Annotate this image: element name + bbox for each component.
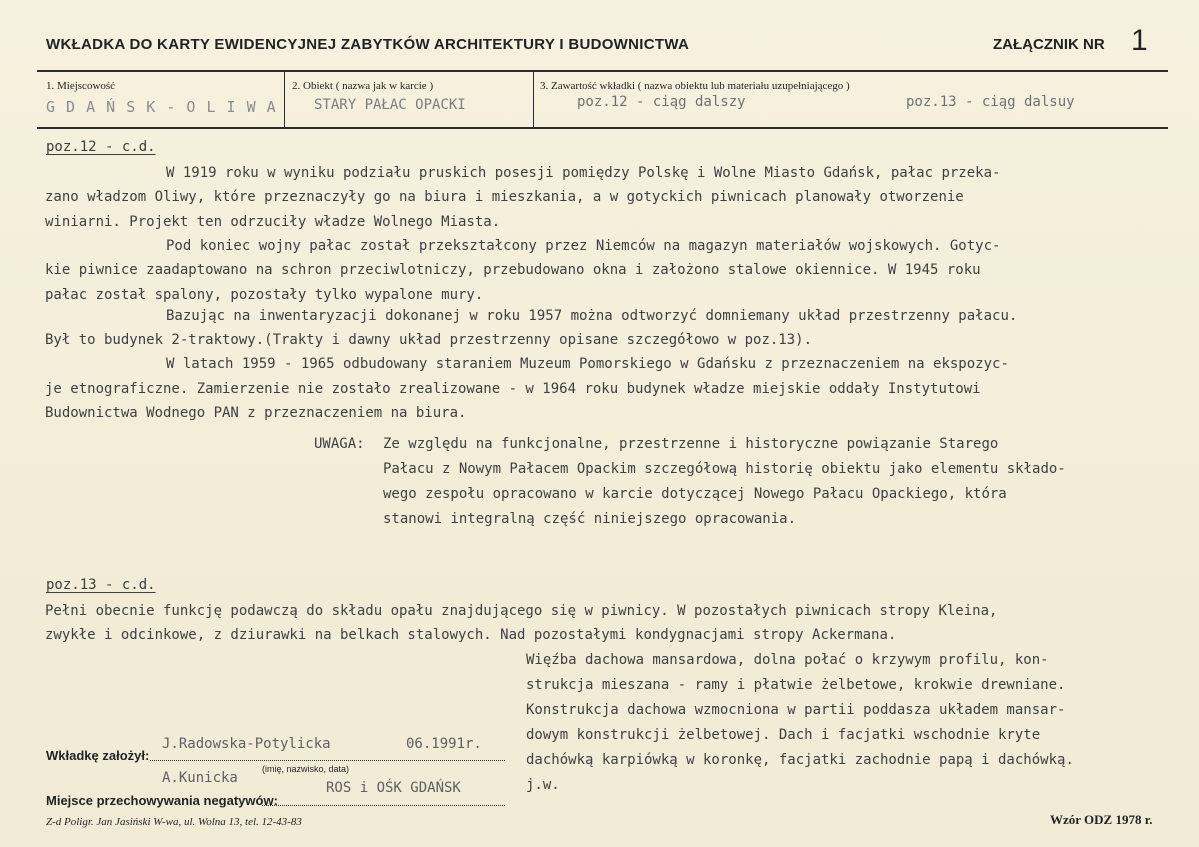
sec12-line-5: kie piwnice zaadaptowano na schron przeciwlotniczy, przebudowano okna i założono stalowe okiennice. W 1945 roku: [45, 262, 981, 278]
author-1: J.Radowska-Potylicka: [162, 736, 331, 752]
sec13-line-1: Pełni obecnie funkcję podawczą do składu opału znajdującego się w piwnicy. W pozostałych piwnicach stropy Kleina,: [45, 603, 998, 619]
sec13-right-line-5: dachówką karpiówką w koronkę, facjatki zachodnie papą i dachówką.: [526, 752, 1074, 768]
note-line-3: wego zespołu opracowano w karcie dotyczącej Nowego Pałacu Opackiego, która: [383, 486, 1007, 502]
annex-number: 1: [1131, 24, 1148, 57]
field-1-value: G D A Ń S K - O L I W A: [46, 98, 277, 116]
sec12-line-6: pałac został spalony, pozostały tylko wypalone mury.: [45, 287, 484, 303]
note-label: UWAGA:: [314, 436, 365, 452]
sec12-line-4: Pod koniec wojny pałac został przekształcony przez Niemców na magazyn materiałów wojskowych. Gotyc-: [166, 238, 1001, 254]
sec13-right-line-6: j.w.: [526, 777, 560, 793]
sec13-right-line-4: dowym konstrukcji żelbetowej. Dach i facjatki wschodnie kryte: [526, 727, 1041, 743]
sec12-line-8: Był to budynek 2-traktowy.(Trakty i dawny układ przestrzenny opisane szczegółowo w poz.13).: [45, 332, 813, 348]
note-line-1: Ze względu na funkcjonalne, przestrzenne i historyczne powiązanie Starego: [383, 436, 999, 452]
sec13-right-line-1: Więźba dachowa mansardowa, dolna połać o krzywym profilu, kon-: [526, 652, 1049, 668]
founded-by-line: [150, 760, 505, 761]
note-line-4: stanowi integralną część niniejszego opracowania.: [383, 511, 797, 527]
sec12-line-7: Bazując na inwentaryzacji dokonanej w roku 1957 można odtworzyć domniemany układ przestrzenny pałacu.: [166, 308, 1018, 324]
sec13-right-line-3: Konstrukcja dachowa wzmocniona w partii poddasza układem mansar-: [526, 702, 1066, 718]
field-1-label: 1. Miejscowość: [46, 80, 116, 92]
printer-note: Z-d Poligr. Jan Jasiński W-wa, ul. Wolna 13, tel. 12-43-83: [46, 816, 302, 828]
form-title: WKŁADKA DO KARTY EWIDENCYJNEJ ZABYTKÓW ARCHITEKTURY I BUDOWNICTWA: [46, 36, 690, 53]
sec12-line-9: W latach 1959 - 1965 odbudowany staraniem Muzeum Pomorskiego w Gdańsku z przeznaczeniem na ekspozyc-: [166, 356, 1009, 372]
negatives-storage-value: ROS i OŚK GDAŃSK: [326, 780, 461, 796]
field-divider-1: [284, 71, 285, 128]
name-date-hint: (imię, nazwisko, data): [262, 764, 350, 774]
founded-by-label: Wkładkę założył:: [46, 748, 150, 763]
section-13-heading: poz.13 - c.d.: [46, 577, 156, 593]
note-line-2: Pałacu z Nowym Pałacem Opackim szczegółową historię obiektu jako elementu składo-: [383, 461, 1066, 477]
field-3-label: 3. Zawartość wkładki ( nazwa obiektu lub materiału uzupełniającego ): [540, 80, 850, 92]
sec13-line-2: zwykłe i odcinkowe, z dziurawki na belkach stalowych. Nad pozostałymi kondygnacjami stropy Ackermana.: [45, 627, 897, 643]
annex-label: ZAŁĄCZNIK NR: [993, 36, 1105, 53]
field-2-label: 2. Obiekt ( nazwa jak w karcie ): [292, 80, 434, 92]
sec12-line-11: Budownictwa Wodnego PAN z przeznaczeniem na biura.: [45, 405, 467, 421]
section-12-heading: poz.12 - c.d.: [46, 139, 156, 155]
form-model-id: Wzór ODZ 1978 r.: [1050, 812, 1153, 827]
sec12-line-2: zano władzom Oliwy, które przeznaczyły go na biura i mieszkania, a w gotyckich piwnicach planowały otworzenie: [45, 189, 964, 205]
negatives-storage-label: Miejsce przechowywania negatywów:: [46, 793, 278, 808]
header-rule-bottom: [37, 127, 1168, 129]
sec12-line-3: winiarni. Projekt ten odrzuciły władze Wolnego Miasta.: [45, 214, 501, 230]
negatives-storage-line: [262, 805, 505, 806]
field-2-value: STARY PAŁAC OPACKI: [314, 97, 466, 113]
author-2: A.Kunicka: [162, 770, 238, 786]
field-divider-2: [533, 71, 534, 128]
header-rule-top: [37, 70, 1168, 72]
sec12-line-1: W 1919 roku w wyniku podziału pruskich posesji pomiędzy Polskę i Wolne Miasto Gdańsk, pałac przeka-: [166, 165, 1001, 181]
sec12-line-10: je etnograficzne. Zamierzenie nie zostało zrealizowane - w 1964 roku budynek władze miejskie oddały Instytutowi: [45, 381, 981, 397]
field-3-value-b: poz.13 - ciąg dalsuy: [906, 94, 1075, 110]
field-3-value-a: poz.12 - ciąg dalszy: [577, 94, 746, 110]
founded-date: 06.1991r.: [406, 736, 482, 752]
sec13-right-line-2: strukcja mieszana - ramy i płatwie żelbetowe, krokwie drewniane.: [526, 677, 1066, 693]
